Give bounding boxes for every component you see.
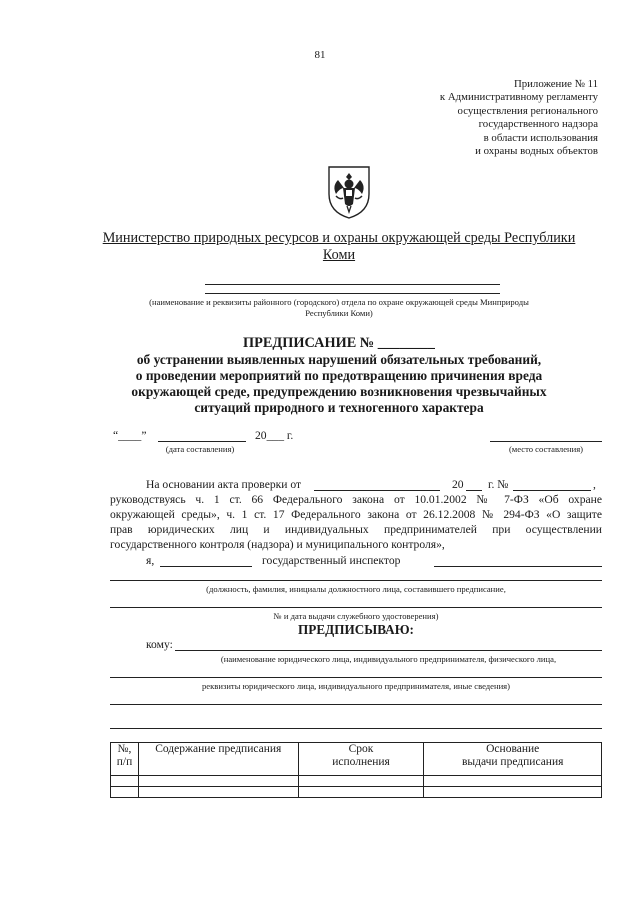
ministry-line: Коми bbox=[322, 247, 356, 263]
appendix-line: Приложение № 11 bbox=[513, 78, 598, 90]
caption-line: (наименование и реквизиты районного (городского) отдела по охране окружающей среды Минприроды bbox=[149, 297, 529, 307]
place-caption: (место составления) bbox=[508, 444, 584, 454]
act-date-field[interactable] bbox=[314, 490, 440, 491]
table-row[interactable] bbox=[111, 787, 602, 798]
department-blank-line bbox=[205, 284, 500, 285]
table-cell[interactable] bbox=[138, 787, 298, 798]
recipient-extra-line[interactable] bbox=[110, 704, 602, 705]
appendix-line: осуществления регионального bbox=[457, 104, 598, 117]
ministry-name bbox=[60, 230, 618, 264]
subtitle-line: о проведении мероприятий по предотвращению причинения вреда bbox=[135, 368, 543, 383]
caption-line: Республики Коми) bbox=[305, 308, 373, 318]
table-row[interactable] bbox=[111, 776, 602, 787]
body-line: руководствуясь ч. 1 ст. 66 Федерального закона от 10.01.2002 № 7-ФЗ «Об охране bbox=[110, 493, 602, 506]
appendix-line: в области использования bbox=[483, 131, 598, 144]
prescription-table bbox=[110, 742, 602, 798]
table-cell[interactable] bbox=[111, 787, 139, 798]
date-quote: “____” bbox=[113, 429, 147, 442]
header-number: №, п/п bbox=[111, 743, 139, 776]
header-content: Содержание предписания bbox=[138, 743, 298, 776]
table-cell[interactable] bbox=[298, 776, 424, 787]
subtitle-line: окружающей среде, предупреждению возникновения чрезвычайных bbox=[131, 384, 547, 399]
department-caption bbox=[90, 297, 588, 319]
place-field-line[interactable] bbox=[490, 441, 602, 442]
body-line: окружающей среды», ч. 1 ст. 17 Федерального закона от 26.12.2008 № 294-ФЗ «О защите bbox=[110, 508, 602, 521]
document-title: ПРЕДПИСАНИЕ № ________ bbox=[243, 335, 435, 351]
recipient-caption-1: (наименование юридического лица, индивидуального предпринимателя, физического лица, bbox=[220, 654, 557, 664]
recipient-details-line[interactable] bbox=[110, 677, 602, 678]
appendix-line: к Административному регламенту bbox=[439, 91, 598, 104]
recipient-label: кому: bbox=[146, 638, 173, 651]
body-line-1-year: 20 bbox=[452, 478, 464, 491]
date-field-line[interactable] bbox=[158, 441, 246, 442]
inspector-field-1[interactable] bbox=[160, 566, 252, 567]
body-line: прав юридических лиц и индивидуальных предпринимателей при осуществлении bbox=[110, 523, 602, 536]
order-heading: ПРЕДПИСЫВАЮ: bbox=[298, 622, 414, 637]
inspector-details-line[interactable] bbox=[110, 580, 602, 581]
body-line-1-comma: , bbox=[593, 478, 596, 491]
coat-of-arms-komi-icon bbox=[326, 164, 372, 220]
recipient-field[interactable] bbox=[175, 650, 602, 651]
subtitle-line: об устранении выявленных нарушений обязательных требований, bbox=[136, 352, 542, 367]
act-number-field[interactable] bbox=[513, 490, 591, 491]
act-year-field[interactable] bbox=[466, 490, 482, 491]
recipient-extra-line[interactable] bbox=[110, 728, 602, 729]
table-header-row bbox=[111, 743, 602, 776]
document-subtitle bbox=[60, 352, 618, 416]
page-number: 81 bbox=[314, 49, 326, 61]
department-blank-line bbox=[205, 293, 500, 294]
appendix-line: и охраны водных объектов bbox=[475, 145, 598, 158]
body-line-1-number-label: г. № bbox=[488, 478, 509, 491]
certificate-caption: № и дата выдачи служебного удостоверения) bbox=[273, 611, 439, 621]
date-caption: (дата составления) bbox=[165, 444, 235, 454]
body-line: государственного контроля (надзора) и муниципального контроля», bbox=[110, 538, 445, 551]
body-line-1-start: На основании акта проверки от bbox=[146, 478, 302, 491]
table-cell[interactable] bbox=[138, 776, 298, 787]
appendix-block bbox=[358, 78, 598, 158]
header-basis: Основание выдачи предписания bbox=[424, 743, 602, 776]
inspector-caption: (должность, фамилия, инициалы должностного лица, составившего предписание, bbox=[206, 584, 506, 594]
table-cell[interactable] bbox=[111, 776, 139, 787]
subtitle-line: ситуаций природного и техногенного характера bbox=[194, 400, 484, 415]
header-deadline: Срок исполнения bbox=[298, 743, 424, 776]
date-year: 20___ г. bbox=[255, 429, 294, 442]
recipient-caption-2: реквизиты юридического лица, индивидуального предпринимателя, иные сведения) bbox=[202, 681, 510, 691]
appendix-line: государственного надзора bbox=[478, 118, 598, 131]
ministry-line: Министерство природных ресурсов и охраны окружающей среды Республики bbox=[102, 230, 576, 246]
inspector-field-2[interactable] bbox=[434, 566, 602, 567]
body-line-6-start: я, bbox=[146, 554, 155, 567]
certificate-line[interactable] bbox=[110, 607, 602, 608]
table-cell[interactable] bbox=[298, 787, 424, 798]
table-cell[interactable] bbox=[424, 787, 602, 798]
table-cell[interactable] bbox=[424, 776, 602, 787]
body-line-6-inspector: государственный инспектор bbox=[262, 554, 401, 567]
